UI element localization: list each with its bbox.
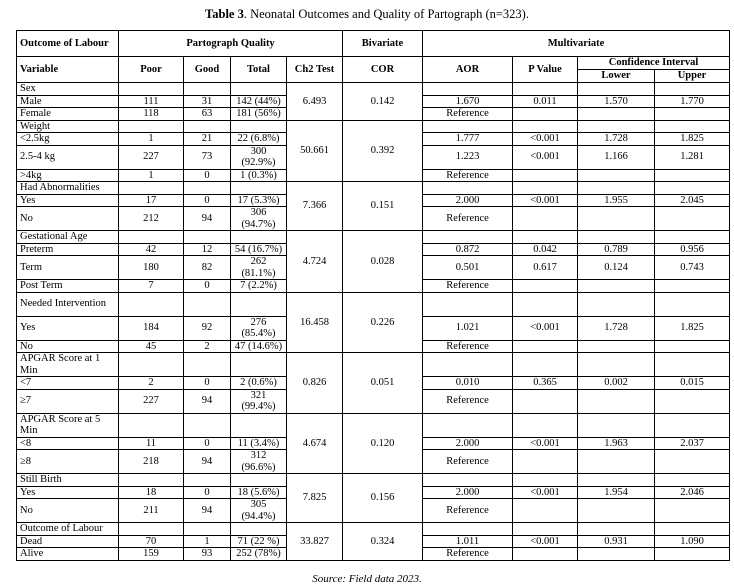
table-caption: [0, 6, 734, 22]
group-title-row: [17, 292, 730, 316]
row-label: ≥7: [17, 389, 119, 413]
good-count: 0: [184, 194, 231, 207]
empty-cell: [578, 83, 655, 96]
chi2-value: 16.458: [287, 292, 343, 353]
aor-value: 0.501: [423, 256, 513, 280]
aor-value: 1.670: [423, 95, 513, 108]
total-count: 2 (0.6%): [231, 377, 287, 390]
header-pvalue: P Value: [513, 57, 578, 83]
poor-count: 45: [119, 340, 184, 353]
row-label: >4kg: [17, 169, 119, 182]
empty-cell: [184, 413, 231, 437]
chi2-value: 7.366: [287, 182, 343, 231]
poor-count: 18: [119, 486, 184, 499]
aor-value: Reference: [423, 280, 513, 293]
empty-cell: [513, 292, 578, 316]
empty-cell: [578, 413, 655, 437]
header-multivariate: Multivariate: [423, 31, 730, 57]
header-poor: Poor: [119, 57, 184, 83]
empty-cell: [578, 120, 655, 133]
p-value: [513, 207, 578, 231]
total-count: 54 (16.7%): [231, 243, 287, 256]
total-count: 18 (5.6%): [231, 486, 287, 499]
empty-cell: [423, 353, 513, 377]
ci-upper: 1.770: [655, 95, 730, 108]
ci-upper: [655, 499, 730, 523]
empty-cell: [231, 523, 287, 536]
poor-count: 1: [119, 133, 184, 146]
p-value: [513, 389, 578, 413]
empty-cell: [513, 474, 578, 487]
empty-cell: [184, 83, 231, 96]
aor-value: Reference: [423, 499, 513, 523]
empty-cell: [513, 83, 578, 96]
ci-lower: [578, 108, 655, 121]
total-count: 47 (14.6%): [231, 340, 287, 353]
ci-upper: [655, 207, 730, 231]
empty-cell: [423, 292, 513, 316]
good-count: 1: [184, 535, 231, 548]
row-label: Alive: [17, 548, 119, 561]
empty-cell: [578, 182, 655, 195]
p-value: [513, 548, 578, 561]
ci-upper: 0.956: [655, 243, 730, 256]
ci-lower: 1.570: [578, 95, 655, 108]
row-label: Term: [17, 256, 119, 280]
group-title: APGAR Score at 5 Min: [17, 413, 119, 437]
ci-upper: 2.046: [655, 486, 730, 499]
ci-upper: 1.825: [655, 316, 730, 340]
aor-value: 1.777: [423, 133, 513, 146]
header-bivariate: Bivariate: [343, 31, 423, 57]
empty-cell: [119, 474, 184, 487]
group-title: Gestational Age: [17, 231, 119, 244]
good-count: 93: [184, 548, 231, 561]
ci-lower: 1.963: [578, 437, 655, 450]
group-title: APGAR Score at 1 Min: [17, 353, 119, 377]
header-ci: [578, 57, 730, 83]
empty-cell: [184, 120, 231, 133]
total-count: 7 (2.2%): [231, 280, 287, 293]
header-chi2: Ch2 Test: [287, 57, 343, 83]
ci-upper: [655, 169, 730, 182]
poor-count: 1: [119, 169, 184, 182]
good-count: 63: [184, 108, 231, 121]
empty-cell: [423, 474, 513, 487]
good-count: 31: [184, 95, 231, 108]
ci-upper: [655, 280, 730, 293]
chi2-value: 33.827: [287, 523, 343, 561]
aor-value: Reference: [423, 548, 513, 561]
aor-value: Reference: [423, 169, 513, 182]
ci-upper: [655, 389, 730, 413]
ci-lower: [578, 450, 655, 474]
outcomes-table: [16, 30, 730, 561]
total-count: 17 (5.3%): [231, 194, 287, 207]
header-total: Total: [231, 57, 287, 83]
cor-value: 0.392: [343, 120, 423, 182]
ci-lower: 0.002: [578, 377, 655, 390]
empty-cell: [184, 231, 231, 244]
empty-cell: [423, 120, 513, 133]
chi2-value: 50.661: [287, 120, 343, 182]
empty-cell: [655, 83, 730, 96]
row-label: Dead: [17, 535, 119, 548]
poor-count: 218: [119, 450, 184, 474]
row-label: Preterm: [17, 243, 119, 256]
ci-lower: [578, 340, 655, 353]
poor-count: 42: [119, 243, 184, 256]
good-count: 94: [184, 450, 231, 474]
empty-cell: [119, 353, 184, 377]
ci-upper: 1.281: [655, 145, 730, 169]
group-title: Still Birth: [17, 474, 119, 487]
group-title-row: [17, 182, 730, 195]
empty-cell: [231, 83, 287, 96]
empty-cell: [655, 292, 730, 316]
row-label: Male: [17, 95, 119, 108]
empty-cell: [184, 182, 231, 195]
row-label: Post Term: [17, 280, 119, 293]
p-value: [513, 280, 578, 293]
empty-cell: [119, 120, 184, 133]
total-count: 181 (56%): [231, 108, 287, 121]
p-value: <0.001: [513, 535, 578, 548]
empty-cell: [655, 120, 730, 133]
poor-count: 7: [119, 280, 184, 293]
group-title: Outcome of Labour: [17, 523, 119, 536]
row-label: No: [17, 499, 119, 523]
ci-lower: [578, 499, 655, 523]
ci-lower: 0.789: [578, 243, 655, 256]
cor-value: 0.324: [343, 523, 423, 561]
empty-cell: [578, 353, 655, 377]
group-title-row: [17, 353, 730, 377]
group-title: Weight: [17, 120, 119, 133]
empty-cell: [119, 83, 184, 96]
empty-cell: [423, 523, 513, 536]
group-title: Had Abnormalities: [17, 182, 119, 195]
ci-lower: [578, 169, 655, 182]
row-label: No: [17, 340, 119, 353]
total-count: 22 (6.8%): [231, 133, 287, 146]
good-count: 94: [184, 207, 231, 231]
ci-upper: 1.825: [655, 133, 730, 146]
ci-upper: [655, 548, 730, 561]
header-cor: COR: [343, 57, 423, 83]
empty-cell: [513, 353, 578, 377]
ci-upper: [655, 340, 730, 353]
ci-lower: [578, 548, 655, 561]
good-count: 82: [184, 256, 231, 280]
aor-value: 2.000: [423, 486, 513, 499]
good-count: 0: [184, 377, 231, 390]
ci-upper: [655, 108, 730, 121]
p-value: 0.042: [513, 243, 578, 256]
p-value: [513, 169, 578, 182]
poor-count: 227: [119, 145, 184, 169]
good-count: 73: [184, 145, 231, 169]
aor-value: Reference: [423, 108, 513, 121]
poor-count: 227: [119, 389, 184, 413]
total-count: 312 (96.6%): [231, 450, 287, 474]
poor-count: 111: [119, 95, 184, 108]
empty-cell: [655, 182, 730, 195]
total-count: 71 (22 %): [231, 535, 287, 548]
group-title-row: [17, 83, 730, 96]
row-label: Female: [17, 108, 119, 121]
empty-cell: [578, 523, 655, 536]
p-value: 0.617: [513, 256, 578, 280]
aor-value: Reference: [423, 450, 513, 474]
empty-cell: [423, 231, 513, 244]
total-count: 321 (99.4%): [231, 389, 287, 413]
empty-cell: [513, 523, 578, 536]
ci-upper: 2.045: [655, 194, 730, 207]
empty-cell: [513, 231, 578, 244]
total-count: 252 (78%): [231, 548, 287, 561]
chi2-value: 6.493: [287, 83, 343, 121]
row-label: <7: [17, 377, 119, 390]
empty-cell: [231, 231, 287, 244]
good-count: 0: [184, 437, 231, 450]
row-label: Yes: [17, 316, 119, 340]
ci-upper: [655, 450, 730, 474]
group-title-row: [17, 413, 730, 437]
header-lower: Lower: [578, 70, 655, 82]
group-title-row: [17, 231, 730, 244]
row-label: Yes: [17, 486, 119, 499]
p-value: [513, 450, 578, 474]
p-value: [513, 340, 578, 353]
empty-cell: [231, 353, 287, 377]
aor-value: Reference: [423, 340, 513, 353]
caption-text: . Neonatal Outcomes and Quality of Partograph (n=323).: [243, 7, 529, 21]
poor-count: 2: [119, 377, 184, 390]
aor-value: Reference: [423, 389, 513, 413]
ci-lower: 1.955: [578, 194, 655, 207]
good-count: 0: [184, 486, 231, 499]
cor-value: 0.142: [343, 83, 423, 121]
empty-cell: [513, 120, 578, 133]
p-value: [513, 108, 578, 121]
ci-upper: 0.743: [655, 256, 730, 280]
ci-lower: 0.124: [578, 256, 655, 280]
empty-cell: [119, 523, 184, 536]
empty-cell: [655, 413, 730, 437]
empty-cell: [655, 231, 730, 244]
empty-cell: [184, 474, 231, 487]
poor-count: 180: [119, 256, 184, 280]
row-label: No: [17, 207, 119, 231]
row-label: 2.5-4 kg: [17, 145, 119, 169]
empty-cell: [513, 182, 578, 195]
header-ci-bounds: [578, 70, 729, 82]
ci-upper: 0.015: [655, 377, 730, 390]
row-label: Yes: [17, 194, 119, 207]
chi2-value: 4.724: [287, 231, 343, 293]
p-value: <0.001: [513, 133, 578, 146]
header-variable: Variable: [17, 57, 119, 83]
good-count: 0: [184, 280, 231, 293]
good-count: 0: [184, 169, 231, 182]
cor-value: 0.151: [343, 182, 423, 231]
good-count: 21: [184, 133, 231, 146]
aor-value: 1.021: [423, 316, 513, 340]
empty-cell: [231, 413, 287, 437]
total-count: 262 (81.1%): [231, 256, 287, 280]
chi2-value: 0.826: [287, 353, 343, 414]
header-upper: Upper: [677, 70, 707, 81]
empty-cell: [119, 292, 184, 316]
poor-count: 184: [119, 316, 184, 340]
good-count: 94: [184, 389, 231, 413]
total-count: 11 (3.4%): [231, 437, 287, 450]
aor-value: 0.010: [423, 377, 513, 390]
chi2-value: 4.674: [287, 413, 343, 474]
good-count: 12: [184, 243, 231, 256]
empty-cell: [184, 523, 231, 536]
empty-cell: [184, 353, 231, 377]
poor-count: 211: [119, 499, 184, 523]
empty-cell: [119, 413, 184, 437]
group-title: Needed Intervention: [17, 292, 119, 316]
ci-upper: 1.090: [655, 535, 730, 548]
ci-lower: 1.728: [578, 133, 655, 146]
ci-lower: 1.728: [578, 316, 655, 340]
empty-cell: [423, 83, 513, 96]
poor-count: 118: [119, 108, 184, 121]
poor-count: 11: [119, 437, 184, 450]
header-aor: AOR: [423, 57, 513, 83]
aor-value: 2.000: [423, 437, 513, 450]
header-ci-label: Confidence Interval: [578, 57, 729, 70]
ci-lower: 1.166: [578, 145, 655, 169]
p-value: <0.001: [513, 194, 578, 207]
row-label: <2.5kg: [17, 133, 119, 146]
poor-count: 159: [119, 548, 184, 561]
empty-cell: [655, 474, 730, 487]
cor-value: 0.051: [343, 353, 423, 414]
empty-cell: [578, 292, 655, 316]
good-count: 2: [184, 340, 231, 353]
empty-cell: [578, 474, 655, 487]
cor-value: 0.120: [343, 413, 423, 474]
empty-cell: [184, 292, 231, 316]
source-note: Source: Field data 2023.: [312, 573, 422, 585]
group-title: Sex: [17, 83, 119, 96]
p-value: <0.001: [513, 145, 578, 169]
total-count: 305 (94.4%): [231, 499, 287, 523]
aor-value: 0.872: [423, 243, 513, 256]
total-count: 1 (0.3%): [231, 169, 287, 182]
poor-count: 70: [119, 535, 184, 548]
header-good: Good: [184, 57, 231, 83]
empty-cell: [231, 182, 287, 195]
p-value: 0.011: [513, 95, 578, 108]
empty-cell: [231, 120, 287, 133]
empty-cell: [119, 231, 184, 244]
good-count: 94: [184, 499, 231, 523]
chi2-value: 7.825: [287, 474, 343, 523]
ci-lower: [578, 280, 655, 293]
aor-value: 1.223: [423, 145, 513, 169]
group-title-row: [17, 474, 730, 487]
good-count: 92: [184, 316, 231, 340]
aor-value: 1.011: [423, 535, 513, 548]
group-title-row: [17, 120, 730, 133]
empty-cell: [231, 474, 287, 487]
poor-count: 212: [119, 207, 184, 231]
row-label: ≥8: [17, 450, 119, 474]
total-count: 306 (94.7%): [231, 207, 287, 231]
p-value: [513, 499, 578, 523]
row-label: <8: [17, 437, 119, 450]
ci-upper: 2.037: [655, 437, 730, 450]
empty-cell: [423, 413, 513, 437]
group-title-row: [17, 523, 730, 536]
ci-lower: [578, 389, 655, 413]
total-count: 300 (92.9%): [231, 145, 287, 169]
aor-value: Reference: [423, 207, 513, 231]
p-value: <0.001: [513, 437, 578, 450]
p-value: 0.365: [513, 377, 578, 390]
cor-value: 0.156: [343, 474, 423, 523]
header-partograph-quality: Partograph Quality: [119, 31, 343, 57]
header-outcome: Outcome of Labour: [17, 31, 119, 57]
cor-value: 0.028: [343, 231, 423, 293]
empty-cell: [231, 292, 287, 316]
caption-label: Table 3: [205, 7, 244, 21]
empty-cell: [513, 413, 578, 437]
empty-cell: [578, 231, 655, 244]
empty-cell: [655, 523, 730, 536]
aor-value: 2.000: [423, 194, 513, 207]
empty-cell: [655, 353, 730, 377]
p-value: <0.001: [513, 486, 578, 499]
cor-value: 0.226: [343, 292, 423, 353]
ci-lower: [578, 207, 655, 231]
empty-cell: [119, 182, 184, 195]
empty-cell: [423, 182, 513, 195]
p-value: <0.001: [513, 316, 578, 340]
poor-count: 17: [119, 194, 184, 207]
ci-lower: 1.954: [578, 486, 655, 499]
total-count: 142 (44%): [231, 95, 287, 108]
ci-lower: 0.931: [578, 535, 655, 548]
total-count: 276 (85.4%): [231, 316, 287, 340]
